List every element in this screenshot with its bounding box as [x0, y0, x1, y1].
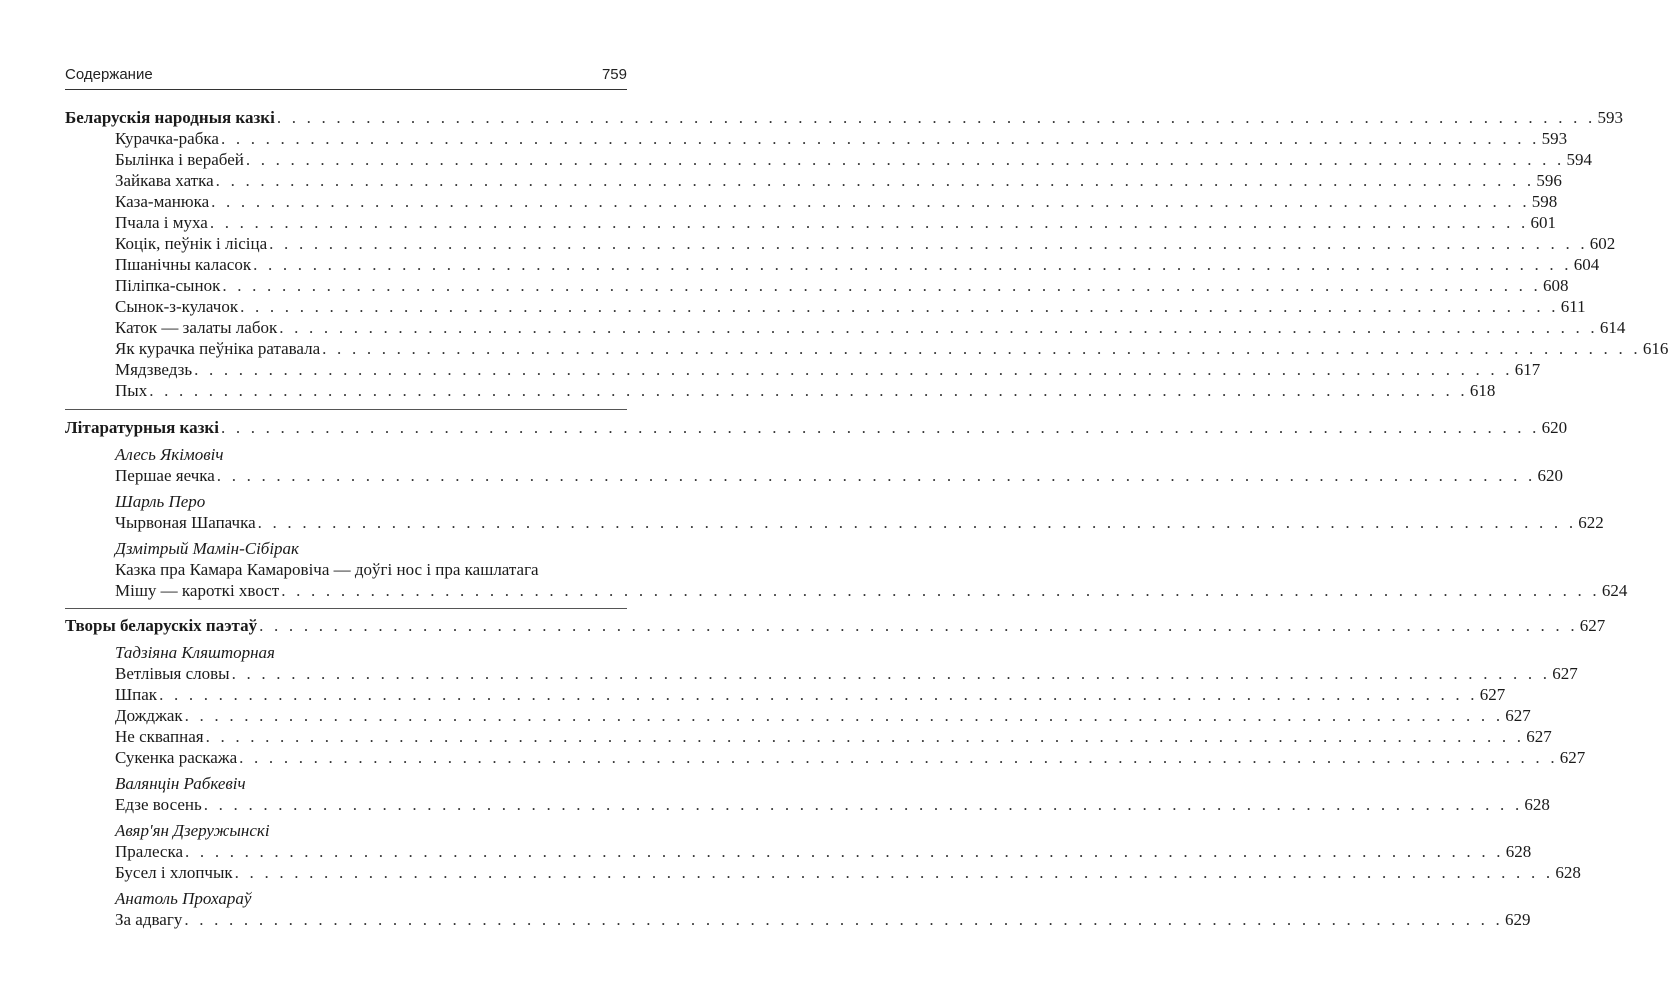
entry-page: 628	[1555, 863, 1581, 882]
section-separator	[65, 608, 627, 609]
author-name: Шарль Перо	[115, 492, 206, 511]
leader-dots: . . . . . . . . . . . . . . . . . . . . . . . . . . . . . . . . . . . . . . . . . . . . . . . . . . . . . . . . . . . . . . . . . . . . . . . . . . . . . . . . . . . . . . . . .	[257, 513, 1577, 532]
leader-dots: . . . . . . . . . . . . . . . . . . . . . . . . . . . . . . . . . . . . . . . . . . . . . . . . . . . . . . . . . . . . . . . . . . . . . . . . . . . . . . . . . . . . . . . . .	[231, 664, 1551, 683]
toc-entry[interactable]	[115, 793, 1550, 817]
entry-page: 628	[1524, 795, 1550, 814]
section-title: Беларускія народныя казкі	[65, 108, 275, 127]
toc-entry[interactable]	[115, 464, 1563, 488]
header-rule	[65, 89, 627, 90]
leader-dots: . . . . . . . . . . . . . . . . . . . . . . . . . . . . . . . . . . . . . . . . . . . . . . . . . . . . . . . . . . . . . . . . . . . . . . . . . . . . . . . . . . . . . . . . .	[205, 727, 1525, 746]
entry-title: Чырвоная Шапачка	[115, 513, 256, 532]
entry-page: 601	[1530, 213, 1557, 232]
entry-title: Бусел і хлопчык	[115, 863, 233, 882]
author-name: Дзмітрый Мамін-Сібірак	[115, 539, 300, 558]
entry-page: 608	[1543, 276, 1569, 295]
leader-dots: . . . . . . . . . . . . . . . . . . . . . . . . . . . . . . . . . . . . . . . . . . . . . . . . . . . . . . . . . . . . . . . . . . . . . . . . . . . . . . . . . . . . . . . . .	[149, 381, 1468, 400]
entry-page: 616	[1642, 339, 1668, 358]
entry-title: Сукенка раскажа	[115, 748, 238, 767]
leader-dots: . . . . . . . . . . . . . . . . . . . . . . . . . . . . . . . . . . . . . . . . . . . . . . . . . . . . . . . . . . . . . . . . . . . . . . . . . . . . . . . . . . . . . . . . .	[253, 255, 1572, 274]
author-name: Анатоль Прохараў	[115, 889, 252, 908]
leader-dots: . . . . . . . . . . . . . . . . . . . . . . . . . . . . . . . . . . . . . . . . . . . . . . . . . . . . . . . . . . . . . . . . . . . . . . . . . . . . . . . . . . . . . . . . .	[215, 171, 1535, 190]
entry-page: 627	[1505, 706, 1531, 725]
entry-page: 629	[1504, 910, 1531, 929]
entry-page: 598	[1531, 192, 1558, 211]
entry-title: Пшанічны каласок	[115, 255, 252, 274]
author-name: Тадзіяна Кляшторная	[115, 643, 275, 662]
leader-dots: . . . . . . . . . . . . . . . . . . . . . . . . . . . . . . . . . . . . . . . . . . . . . . . . . . . . . . . . . . . . . . . . . . . . . . . . . . . . . . . . . . . . . . . . .	[222, 276, 1541, 295]
entry-title: За адвагу	[115, 910, 183, 929]
entry-page: 627	[1479, 685, 1506, 704]
entry-page: 627	[1526, 727, 1552, 746]
leader-dots: . . . . . . . . . . . . . . . . . . . . . . . . . . . . . . . . . . . . . . . . . . . . . . . . . . . . . . . . . . . . . . . . . . . . . . . . . . . . . . . . . . . . . . . . .	[209, 213, 1529, 232]
section-separator	[65, 409, 627, 410]
entry-title: Пралеска	[115, 842, 184, 861]
leader-dots: . . . . . . . . . . . . . . . . . . . . . . . . . . . . . . . . . . . . . . . . . . . . . . . . . . . . . . . . . . . . . . . . . . . . . . . . . . . . . . . . . . . . . . . . .	[184, 706, 1504, 725]
entry-page: 602	[1589, 234, 1616, 253]
entry-title: Пчала і муха	[115, 213, 208, 232]
leader-dots: . . . . . . . . . . . . . . . . . . . . . . . . . . . . . . . . . . . . . . . . . . . . . . . . . . . . . . . . . . . . . . . . . . . . . . . . . . . . . . . . . . . . . . . . .	[279, 318, 1598, 337]
entry-page: 618	[1469, 381, 1496, 400]
entry-page: 622	[1578, 513, 1604, 532]
leader-dots: . . . . . . . . . . . . . . . . . . . . . . . . . . . . . . . . . . . . . . . . . . . . . . . . . . . . . . . . . . . . . . . . . . . . . . . . . . . . . . . . . . . . . . . . .	[184, 910, 1503, 929]
entry-title: Каза-манюка	[115, 192, 210, 211]
leader-dots: . . . . . . . . . . . . . . . . . . . . . . . . . . . . . . . . . . . . . . . . . . . . . . . . . . . . . . . . . . . . . . . . . . . . . . . . . . . . . . . . . . . . . . . . .	[259, 616, 1578, 635]
toc-section-heading[interactable]	[65, 416, 1568, 440]
leader-dots: . . . . . . . . . . . . . . . . . . . . . . . . . . . . . . . . . . . . . . . . . . . . . . . . . . . . . . . . . . . . . . . . . . . . . . . . . . . . . . . . . . . . . . . . .	[239, 748, 1558, 767]
toc-section-heading[interactable]	[65, 614, 1606, 638]
entry-title: Мядзведзь	[115, 360, 193, 379]
author-name: Авяр'ян Дзеружынскі	[115, 821, 270, 840]
section-title: Творы беларускіх паэтаў	[65, 616, 258, 635]
entry-title: Сынок-з-кулачок	[115, 297, 239, 316]
section-page: 593	[1597, 108, 1623, 127]
entry-title-line-1[interactable]: Казка пра Камара Камаровіча — доўгі нос і пра кашлатага	[115, 560, 539, 579]
leader-dots: . . . . . . . . . . . . . . . . . . . . . . . . . . . . . . . . . . . . . . . . . . . . . . . . . . . . . . . . . . . . . . . . . . . . . . . . . . . . . . . . . . . . . . . . .	[220, 418, 1540, 437]
entry-page: 624	[1601, 581, 1628, 600]
entry-page: 627	[1559, 748, 1586, 767]
entry-title: Не сквапная	[115, 727, 204, 746]
leader-dots: . . . . . . . . . . . . . . . . . . . . . . . . . . . . . . . . . . . . . . . . . . . . . . . . . . . . . . . . . . . . . . . . . . . . . . . . . . . . . . . . . . . . . . . . .	[159, 685, 1478, 704]
leader-dots: . . . . . . . . . . . . . . . . . . . . . . . . . . . . . . . . . . . . . . . . . . . . . . . . . . . . . . . . . . . . . . . . . . . . . . . . . . . . . . . . . . . . . . . . .	[220, 129, 1540, 148]
header-title: Содержание	[65, 66, 153, 83]
leader-dots: . . . . . . . . . . . . . . . . . . . . . . . . . . . . . . . . . . . . . . . . . . . . . . . . . . . . . . . . . . . . . . . . . . . . . . . . . . . . . . . . . . . . . . . . .	[203, 795, 1523, 814]
entry-title: Курачка-рабка	[115, 129, 219, 148]
entry-page: 614	[1599, 318, 1626, 337]
toc-entry[interactable]	[115, 579, 1628, 603]
leader-dots: . . . . . . . . . . . . . . . . . . . . . . . . . . . . . . . . . . . . . . . . . . . . . . . . . . . . . . . . . . . . . . . . . . . . . . . . . . . . . . . . . . . . . . . . .	[211, 192, 1530, 211]
entry-title: Коцік, пеўнік і лісіца	[115, 234, 268, 253]
entry-title: Зайкава хатка	[115, 171, 214, 190]
section-page: 620	[1541, 418, 1568, 437]
header-page-number: 759	[601, 66, 627, 83]
toc-entry[interactable]	[115, 379, 1496, 403]
author-name: Валянцін Рабкевіч	[115, 774, 246, 793]
entry-page: 611	[1560, 297, 1586, 316]
section-page: 627	[1579, 616, 1606, 635]
toc-entry[interactable]	[115, 746, 1586, 770]
leader-dots: . . . . . . . . . . . . . . . . . . . . . . . . . . . . . . . . . . . . . . . . . . . . . . . . . . . . . . . . . . . . . . . . . . . . . . . . . . . . . . . . . . . . . . . . .	[322, 339, 1641, 358]
leader-dots: . . . . . . . . . . . . . . . . . . . . . . . . . . . . . . . . . . . . . . . . . . . . . . . . . . . . . . . . . . . . . . . . . . . . . . . . . . . . . . . . . . . . . . . . .	[245, 150, 1565, 169]
entry-page: 617	[1514, 360, 1541, 379]
entry-page: 604	[1573, 255, 1600, 274]
entry-page: 620	[1537, 466, 1563, 485]
running-header	[65, 66, 627, 86]
section-title: Літаратурныя казкі	[65, 418, 219, 437]
leader-dots: . . . . . . . . . . . . . . . . . . . . . . . . . . . . . . . . . . . . . . . . . . . . . . . . . . . . . . . . . . . . . . . . . . . . . . . . . . . . . . . . . . . . . . . . .	[269, 234, 1588, 253]
entry-page: 628	[1505, 842, 1532, 861]
entry-title: Былінка і верабей	[115, 150, 244, 169]
entry-title: Мішу — кароткі хвост	[115, 581, 280, 600]
entry-page: 594	[1566, 150, 1593, 169]
author-name: Алесь Якімовіч	[115, 445, 224, 464]
entry-title: Як курачка пеўніка ратавала	[115, 339, 321, 358]
entry-title: Пых	[115, 381, 148, 400]
entry-title: Ветлівыя словы	[115, 664, 230, 683]
entry-page: 593	[1541, 129, 1568, 148]
leader-dots: . . . . . . . . . . . . . . . . . . . . . . . . . . . . . . . . . . . . . . . . . . . . . . . . . . . . . . . . . . . . . . . . . . . . . . . . . . . . . . . . . . . . . . . . .	[194, 360, 1513, 379]
toc-entry[interactable]	[115, 861, 1581, 885]
leader-dots: . . . . . . . . . . . . . . . . . . . . . . . . . . . . . . . . . . . . . . . . . . . . . . . . . . . . . . . . . . . . . . . . . . . . . . . . . . . . . . . . . . . . . . . . .	[276, 108, 1596, 127]
leader-dots: . . . . . . . . . . . . . . . . . . . . . . . . . . . . . . . . . . . . . . . . . . . . . . . . . . . . . . . . . . . . . . . . . . . . . . . . . . . . . . . . . . . . . . . . .	[234, 863, 1554, 882]
leader-dots: . . . . . . . . . . . . . . . . . . . . . . . . . . . . . . . . . . . . . . . . . . . . . . . . . . . . . . . . . . . . . . . . . . . . . . . . . . . . . . . . . . . . . . . . .	[240, 297, 1559, 316]
entry-title: Каток — залаты лабок	[115, 318, 278, 337]
leader-dots: . . . . . . . . . . . . . . . . . . . . . . . . . . . . . . . . . . . . . . . . . . . . . . . . . . . . . . . . . . . . . . . . . . . . . . . . . . . . . . . . . . . . . . . . .	[185, 842, 1504, 861]
entry-title: Шпак	[115, 685, 158, 704]
entry-title: Першае яечка	[115, 466, 215, 485]
entry-page: 627	[1552, 664, 1578, 683]
entry-title: Пiлiпка-сынок	[115, 276, 221, 295]
entry-title: Едзе восень	[115, 795, 202, 814]
toc-entry[interactable]	[115, 511, 1604, 535]
leader-dots: . . . . . . . . . . . . . . . . . . . . . . . . . . . . . . . . . . . . . . . . . . . . . . . . . . . . . . . . . . . . . . . . . . . . . . . . . . . . . . . . . . . . . . . . .	[281, 581, 1600, 600]
entry-page: 596	[1536, 171, 1562, 190]
leader-dots: . . . . . . . . . . . . . . . . . . . . . . . . . . . . . . . . . . . . . . . . . . . . . . . . . . . . . . . . . . . . . . . . . . . . . . . . . . . . . . . . . . . . . . . . .	[216, 466, 1536, 485]
toc-entry[interactable]	[115, 908, 1531, 932]
entry-title: Дожджак	[115, 706, 183, 725]
